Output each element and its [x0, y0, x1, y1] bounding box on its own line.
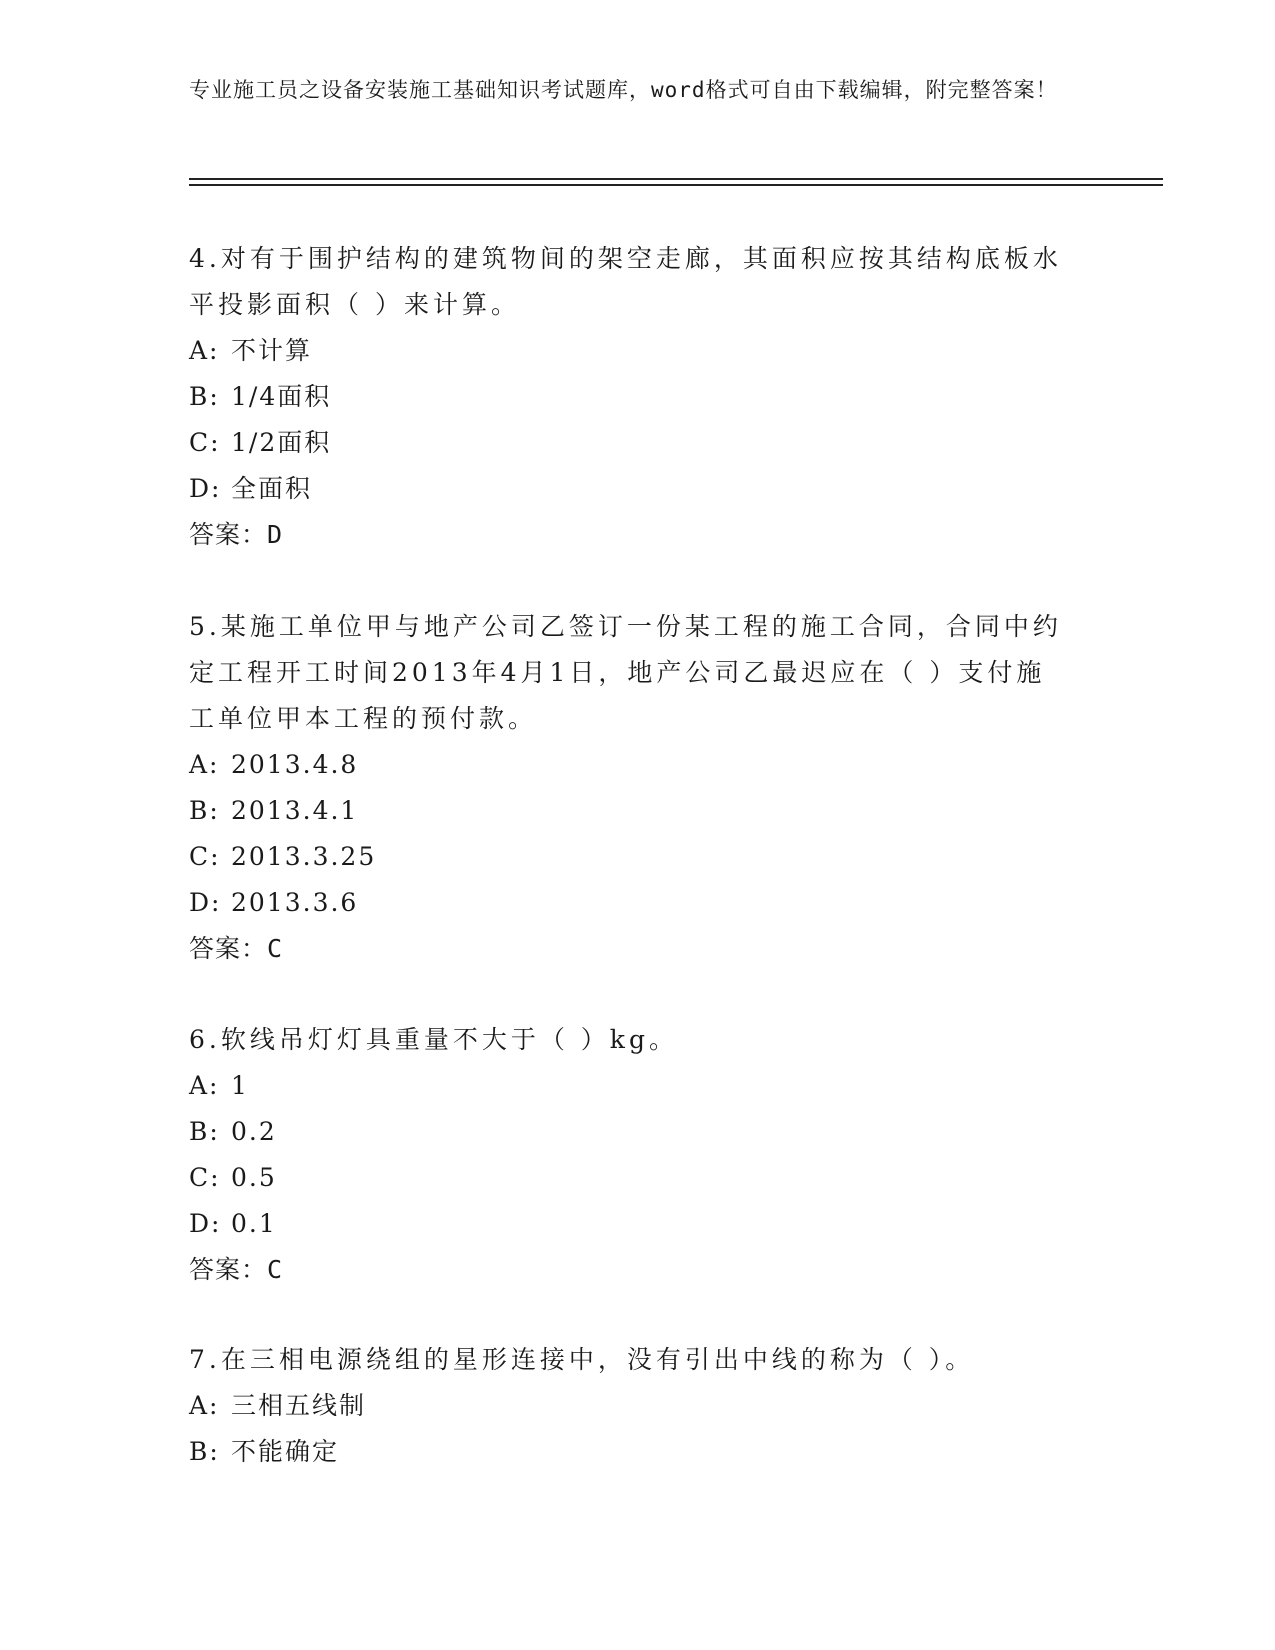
answer-line: 答案：D: [189, 520, 284, 549]
option-key: A:: [189, 336, 220, 365]
option-value: 1/2面积: [231, 428, 332, 457]
answer-line: 答案：C: [189, 934, 284, 963]
option-value: 2013.4.1: [231, 796, 359, 825]
option-value: 2013.4.8: [231, 750, 359, 779]
header-divider-top: [189, 178, 1163, 180]
option-key: D:: [189, 888, 222, 917]
option-d: [189, 880, 1069, 926]
option-key: C:: [189, 1163, 221, 1192]
question-6: [189, 1017, 1069, 1293]
option-d: [189, 466, 1069, 512]
option-value: 不能确定: [231, 1437, 340, 1466]
option-value: 1: [231, 1071, 249, 1100]
option-key: B:: [189, 1117, 220, 1146]
question-4: [189, 236, 1069, 558]
option-key: A:: [189, 1071, 220, 1100]
option-b: [189, 1109, 1069, 1155]
option-value: 1/4面积: [231, 382, 332, 411]
option-value: 全面积: [231, 474, 313, 503]
option-value: 2013.3.25: [231, 842, 377, 871]
option-value: 0.2: [231, 1117, 277, 1146]
option-value: 2013.3.6: [231, 888, 359, 917]
option-b: [189, 788, 1069, 834]
option-key: A:: [189, 1391, 220, 1420]
option-c: [189, 420, 1069, 466]
option-d: [189, 1201, 1069, 1247]
option-key: B:: [189, 382, 220, 411]
question-text: 4.对有于围护结构的建筑物间的架空走廊，其面积应按其结构底板水平投影面积（ ）来计算。: [189, 244, 1062, 319]
option-key: D:: [189, 1209, 222, 1238]
option-a: [189, 1383, 1069, 1429]
option-value: 0.1: [231, 1209, 277, 1238]
question-text: 5.某施工单位甲与地产公司乙签订一份某工程的施工合同，合同中约定工程开工时间2013年4月1日，地产公司乙最迟应在（ ）支付施工单位甲本工程的预付款。: [189, 612, 1062, 733]
question-text: 6.软线吊灯灯具重量不大于（ ）kg。: [189, 1025, 678, 1054]
option-b: [189, 374, 1069, 420]
option-value: 不计算: [231, 336, 313, 365]
header-divider-bottom: [189, 184, 1163, 186]
option-a: [189, 328, 1069, 374]
answer-line: 答案：C: [189, 1255, 284, 1284]
option-c: [189, 1155, 1069, 1201]
option-key: B:: [189, 1437, 220, 1466]
option-b: [189, 1429, 1069, 1475]
option-key: A:: [189, 750, 220, 779]
option-key: C:: [189, 842, 221, 871]
option-key: B:: [189, 796, 220, 825]
option-value: 三相五线制: [231, 1391, 367, 1420]
option-key: D:: [189, 474, 222, 503]
option-c: [189, 834, 1069, 880]
question-7: [189, 1337, 1069, 1475]
option-value: 0.5: [231, 1163, 277, 1192]
option-key: C:: [189, 428, 221, 457]
option-a: [189, 1063, 1069, 1109]
question-text: 7.在三相电源绕组的星形连接中，没有引出中线的称为（ ）。: [189, 1345, 975, 1374]
option-a: [189, 742, 1069, 788]
question-5: [189, 604, 1069, 972]
document-description: 专业施工员之设备安装施工基础知识考试题库，word格式可自由下载编辑，附完整答案！: [189, 78, 1058, 102]
